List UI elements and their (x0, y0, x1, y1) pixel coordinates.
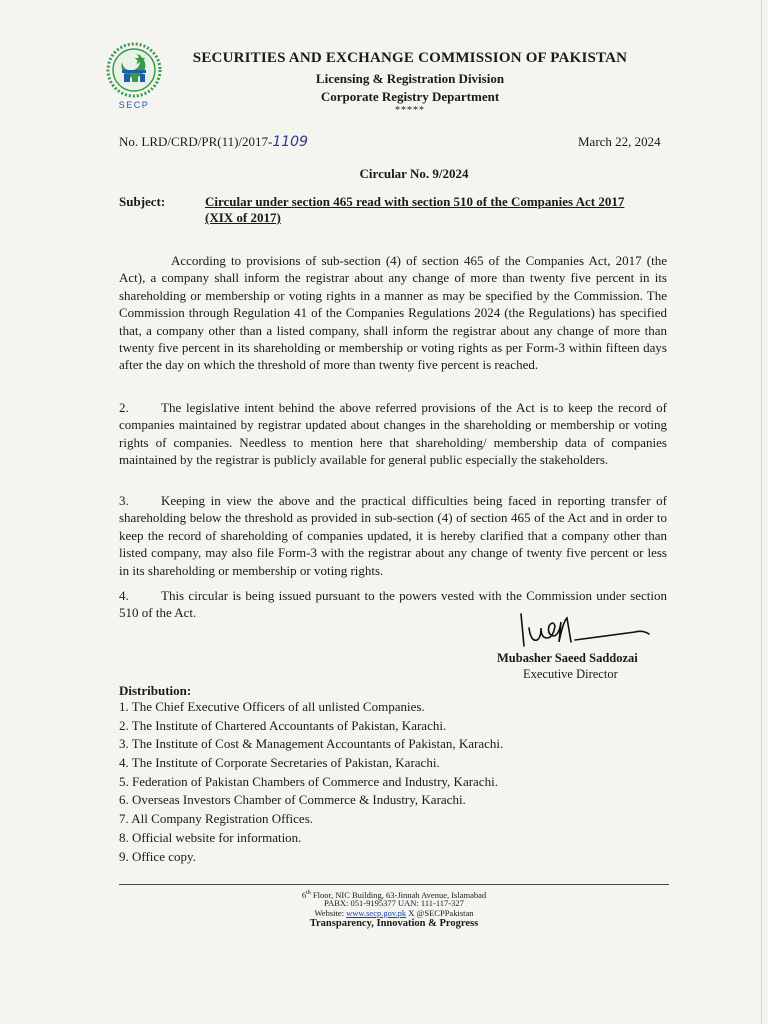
paragraph-text: Keeping in view the above and the practical difficulties being faced in reporting transfer of shareholding below the threshold as provided in sub-section (4) of section 465 of the Act and in order to keep the record of shareholding of companies updated, it is hereby clarified that a company other than listed company, may also file Form-3 with the registrar about any change of twenty five percent or less in its shareholding or membership or voting rights. (119, 493, 667, 578)
website-label: Website: (314, 908, 347, 918)
list-item: 9. Office copy. (119, 848, 196, 864)
paragraph-text: This circular is being issued pursuant to the powers vested with the Commission under section 510 of the Act. (119, 588, 667, 621)
address-number: 6 (301, 889, 307, 900)
paragraph-1 (119, 252, 667, 374)
list-item: 3. The Institute of Cost & Management Accountants of Pakistan, Karachi. (119, 736, 504, 752)
list-item: 8. Official website for information. (119, 829, 302, 845)
paragraph-number: 4. (119, 588, 129, 603)
department-name: Corporate Registry Department (320, 89, 500, 104)
division-name: Licensing & Registration Division (315, 71, 505, 86)
subject-text: Circular under section 465 read with section 510 of the Companies Act 2017 (XIX of 2017) (205, 194, 625, 225)
paragraph-number: 3. (119, 493, 129, 508)
list-item: 1. The Chief Executive Officers of all unlisted Companies. (119, 699, 425, 714)
reference-number (119, 134, 308, 150)
list-item: 5. Federation of Pakistan Chambers of Commerce and Industry, Karachi. (119, 773, 498, 789)
paragraph-2 (119, 399, 667, 469)
reference-prefix: No. LRD/CRD/PR(11)/2017- (119, 134, 273, 149)
paragraph-3 (119, 492, 667, 579)
signature-mark (515, 612, 655, 652)
reference-handwritten: 1109 (272, 134, 308, 150)
footer-phones: PABX: 051-9195377 UAN: 111-117-327 (324, 898, 464, 908)
signatory-title: Executive Director (523, 667, 618, 681)
distribution-label: Distribution: (119, 683, 192, 698)
organization-name: SECURITIES AND EXCHANGE COMMISSION OF PAKISTAN (192, 50, 628, 66)
document-date: March 22, 2024 (578, 134, 661, 149)
header-stars: ***** (395, 105, 425, 116)
circular-number: Circular No. 9/2024 (359, 166, 469, 181)
address-text: Floor, NIC Building, 63-Jinnah Avenue, Islamabad (310, 889, 487, 900)
social-handle: X @SECPPakistan (406, 908, 474, 918)
signatory-name: Mubasher Saeed Saddozai (497, 651, 638, 665)
page-edge (761, 0, 762, 1024)
paragraph-number: 2. (119, 400, 129, 415)
distribution-list (119, 698, 659, 866)
footer-web (119, 908, 669, 918)
list-item: 6. Overseas Investors Chamber of Commerce & Industry, Karachi. (119, 792, 466, 808)
list-item: 4. The Institute of Corporate Secretaries of Pakistan, Karachi. (119, 755, 440, 771)
paragraph-text: The legislative intent behind the above referred provisions of the Act is to keep the record of companies maintained by registrar updated about changes in the shareholding or membership or voting rights of companies. Needless to mention here that shareholding/ membership data of companies maintained by the registrar is publicly available for general public especially the stakeholders. (119, 400, 667, 468)
list-item: 2. The Institute of Chartered Accountants of Pakistan, Karachi. (119, 717, 447, 733)
address-superscript: th (306, 890, 311, 896)
footer-divider (119, 884, 669, 885)
logo-text: SECP (118, 100, 150, 110)
list-item: 7. All Company Registration Offices. (119, 811, 314, 827)
website-link[interactable]: www.secp.gov.pk (346, 908, 407, 918)
paragraph-text: According to provisions of sub-section (4) of section 465 of the Companies Act, 2017 (the Act), a company shall inform the registrar about any change of more than twenty five percent in its shareholding or membership or voting rights in a manner as may be specified by the Commission. The Commission through Regulation 41 of the Companies Regulations 2024 (the Regulations) has specified that, a company other than a listed company, shall inform the registrar about any change of more than twenty five percent in its shareholding or membership or voting rights as per Form-3 within fifteen days after the day on which the threshold of more than twenty five percent is reached. (119, 253, 667, 373)
footer-tagline: Transparency, Innovation & Progress (309, 918, 479, 929)
subject-label: Subject: (119, 194, 166, 209)
